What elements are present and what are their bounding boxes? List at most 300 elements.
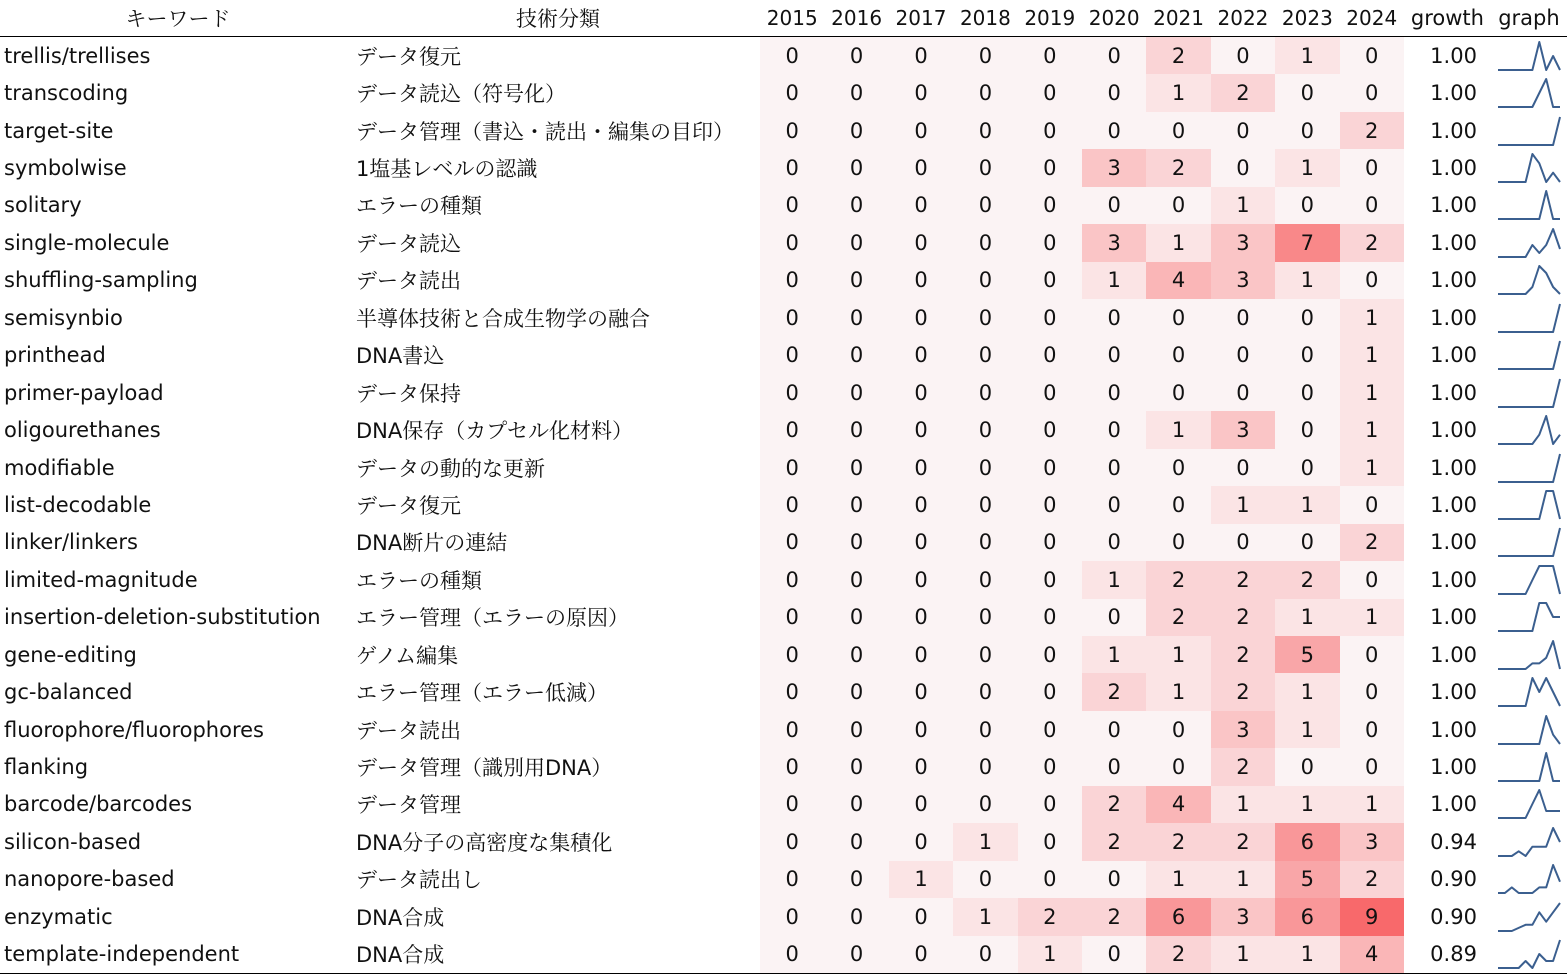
header-year-2017: 2017 bbox=[889, 0, 953, 37]
count-cell-2017: 0 bbox=[889, 74, 953, 111]
count-cell-2023: 1 bbox=[1275, 599, 1339, 636]
category-cell: DNA合成 bbox=[356, 905, 445, 930]
header-year-2023: 2023 bbox=[1275, 0, 1339, 37]
count-cell-2023: 1 bbox=[1275, 673, 1339, 710]
count-cell-2019: 0 bbox=[1018, 37, 1082, 75]
count-cell-2024: 4 bbox=[1340, 936, 1404, 974]
count-cell-2016: 0 bbox=[824, 262, 888, 299]
sparkline-chart bbox=[1496, 264, 1562, 296]
sparkline-chart bbox=[1496, 40, 1562, 72]
count-cell-2016: 0 bbox=[824, 224, 888, 261]
count-cell-2015: 0 bbox=[760, 262, 824, 299]
sparkline-series bbox=[1498, 341, 1560, 369]
count-cell-2017: 0 bbox=[889, 149, 953, 186]
sparkline-cell bbox=[1491, 74, 1567, 111]
keyword-cell: barcode/barcodes bbox=[4, 792, 193, 817]
count-cell-2016: 0 bbox=[824, 673, 888, 710]
count-cell-2018: 0 bbox=[953, 599, 1017, 636]
sparkline-cell bbox=[1491, 524, 1567, 561]
count-cell-2023: 7 bbox=[1275, 224, 1339, 261]
keyword-cell: insertion-deletion-substitution bbox=[4, 605, 321, 630]
category-cell: データ復元 bbox=[356, 493, 462, 518]
count-cell-2024: 0 bbox=[1340, 673, 1404, 710]
count-cell-2020: 3 bbox=[1082, 149, 1146, 186]
count-cell-2021: 2 bbox=[1146, 37, 1210, 75]
count-cell-2017: 0 bbox=[889, 786, 953, 823]
count-cell-2024: 9 bbox=[1340, 898, 1404, 935]
count-cell-2019: 0 bbox=[1018, 673, 1082, 710]
growth-cell: 1.00 bbox=[1430, 455, 1477, 480]
count-cell-2015: 0 bbox=[760, 449, 824, 486]
growth-cell: 1.00 bbox=[1430, 642, 1477, 667]
count-cell-2019: 0 bbox=[1018, 449, 1082, 486]
count-cell-2023: 1 bbox=[1275, 149, 1339, 186]
count-cell-2015: 0 bbox=[760, 524, 824, 561]
category-cell: データ読出 bbox=[356, 718, 462, 743]
count-cell-2018: 0 bbox=[953, 224, 1017, 261]
count-cell-2017: 0 bbox=[889, 711, 953, 748]
count-cell-2016: 0 bbox=[824, 561, 888, 598]
count-cell-2020: 0 bbox=[1082, 936, 1146, 974]
count-cell-2023: 1 bbox=[1275, 262, 1339, 299]
count-cell-2024: 0 bbox=[1340, 149, 1404, 186]
sparkline-chart bbox=[1496, 414, 1562, 446]
count-cell-2023: 6 bbox=[1275, 898, 1339, 935]
count-cell-2020: 0 bbox=[1082, 486, 1146, 523]
count-cell-2018: 0 bbox=[953, 711, 1017, 748]
count-cell-2022: 1 bbox=[1211, 786, 1275, 823]
count-cell-2021: 1 bbox=[1146, 74, 1210, 111]
count-cell-2024: 2 bbox=[1340, 524, 1404, 561]
sparkline-chart bbox=[1496, 676, 1562, 708]
count-cell-2016: 0 bbox=[824, 861, 888, 898]
sparkline-cell bbox=[1491, 636, 1567, 673]
count-cell-2017: 0 bbox=[889, 449, 953, 486]
growth-cell: 1.00 bbox=[1430, 156, 1477, 181]
growth-cell: 0.90 bbox=[1430, 867, 1477, 892]
count-cell-2017: 0 bbox=[889, 411, 953, 448]
count-cell-2021: 0 bbox=[1146, 748, 1210, 785]
category-cell: データ保持 bbox=[356, 381, 462, 406]
table-row bbox=[0, 561, 1567, 598]
keyword-cell: printhead bbox=[4, 343, 106, 368]
growth-cell: 0.94 bbox=[1430, 829, 1477, 854]
count-cell-2020: 0 bbox=[1082, 187, 1146, 224]
count-cell-2021: 4 bbox=[1146, 786, 1210, 823]
count-cell-2018: 0 bbox=[953, 149, 1017, 186]
growth-cell: 1.00 bbox=[1430, 43, 1477, 68]
header-year-2018: 2018 bbox=[953, 0, 1017, 37]
count-cell-2024: 2 bbox=[1340, 112, 1404, 149]
count-cell-2016: 0 bbox=[824, 37, 888, 75]
count-cell-2021: 0 bbox=[1146, 486, 1210, 523]
sparkline-chart bbox=[1496, 452, 1562, 484]
count-cell-2017: 0 bbox=[889, 224, 953, 261]
keyword-cell: enzymatic bbox=[4, 904, 113, 929]
sparkline-chart bbox=[1496, 377, 1562, 409]
count-cell-2017: 0 bbox=[889, 337, 953, 374]
count-cell-2018: 0 bbox=[953, 561, 1017, 598]
keyword-cell: limited-magnitude bbox=[4, 567, 198, 592]
count-cell-2015: 0 bbox=[760, 112, 824, 149]
category-cell: データの動的な更新 bbox=[356, 456, 546, 481]
count-cell-2015: 0 bbox=[760, 411, 824, 448]
count-cell-2017: 0 bbox=[889, 898, 953, 935]
count-cell-2024: 1 bbox=[1340, 411, 1404, 448]
category-cell: 半導体技術と合成生物学の融合 bbox=[356, 306, 651, 331]
table-row bbox=[0, 224, 1567, 261]
table-row bbox=[0, 299, 1567, 336]
sparkline-series bbox=[1498, 865, 1560, 893]
sparkline-cell bbox=[1491, 299, 1567, 336]
category-cell: DNA保存（カプセル化材料） bbox=[356, 419, 634, 444]
sparkline-series bbox=[1498, 528, 1560, 556]
count-cell-2022: 0 bbox=[1211, 149, 1275, 186]
table-row bbox=[0, 449, 1567, 486]
keyword-cell: linker/linkers bbox=[4, 530, 138, 555]
keyword-cell: trellis/trellises bbox=[4, 43, 151, 68]
count-cell-2022: 0 bbox=[1211, 524, 1275, 561]
count-cell-2024: 0 bbox=[1340, 561, 1404, 598]
count-cell-2023: 0 bbox=[1275, 411, 1339, 448]
count-cell-2018: 0 bbox=[953, 187, 1017, 224]
count-cell-2021: 0 bbox=[1146, 711, 1210, 748]
count-cell-2015: 0 bbox=[760, 337, 824, 374]
sparkline-chart bbox=[1496, 639, 1562, 671]
count-cell-2021: 1 bbox=[1146, 861, 1210, 898]
keyword-cell: list-decodable bbox=[4, 492, 152, 517]
sparkline-cell bbox=[1491, 37, 1567, 75]
count-cell-2020: 0 bbox=[1082, 411, 1146, 448]
keyword-cell: template-independent bbox=[0, 936, 356, 974]
sparkline-series bbox=[1498, 266, 1560, 294]
sparkline-series bbox=[1498, 753, 1560, 781]
sparkline-series bbox=[1498, 678, 1560, 706]
category-cell: データ読出 bbox=[356, 269, 462, 294]
count-cell-2022: 0 bbox=[1211, 299, 1275, 336]
growth-cell: 1.00 bbox=[1430, 492, 1477, 517]
count-cell-2015: 0 bbox=[760, 636, 824, 673]
count-cell-2024: 1 bbox=[1340, 299, 1404, 336]
count-cell-2017: 0 bbox=[889, 748, 953, 785]
sparkline-chart bbox=[1496, 863, 1562, 895]
table-row bbox=[0, 748, 1567, 785]
count-cell-2022: 2 bbox=[1211, 599, 1275, 636]
count-cell-2021: 0 bbox=[1146, 187, 1210, 224]
count-cell-2017: 0 bbox=[889, 112, 953, 149]
category-cell: ゲノム編集 bbox=[356, 643, 459, 668]
count-cell-2020: 0 bbox=[1082, 74, 1146, 111]
count-cell-2023: 0 bbox=[1275, 748, 1339, 785]
sparkline-chart bbox=[1496, 526, 1562, 558]
category-cell: データ読込 bbox=[356, 231, 462, 256]
growth-cell: 1.00 bbox=[1430, 717, 1477, 742]
count-cell-2024: 1 bbox=[1340, 337, 1404, 374]
count-cell-2015: 0 bbox=[760, 748, 824, 785]
count-cell-2018: 0 bbox=[953, 636, 1017, 673]
count-cell-2015: 0 bbox=[760, 486, 824, 523]
count-cell-2018: 0 bbox=[953, 112, 1017, 149]
growth-cell: 1.00 bbox=[1430, 268, 1477, 293]
table-row bbox=[0, 74, 1567, 111]
sparkline-series bbox=[1498, 716, 1560, 744]
table-row bbox=[0, 636, 1567, 673]
header-year-2021: 2021 bbox=[1146, 0, 1210, 37]
category-cell: 1塩基レベルの認識 bbox=[356, 157, 538, 182]
count-cell-2021: 1 bbox=[1146, 673, 1210, 710]
keyword-cell: primer-payload bbox=[4, 380, 164, 405]
keyword-cell: semisynbio bbox=[4, 305, 123, 330]
table-row bbox=[0, 786, 1567, 823]
count-cell-2015: 0 bbox=[760, 149, 824, 186]
count-cell-2020: 0 bbox=[1082, 337, 1146, 374]
count-cell-2016: 0 bbox=[824, 112, 888, 149]
count-cell-2022: 0 bbox=[1211, 374, 1275, 411]
count-cell-2017: 0 bbox=[889, 486, 953, 523]
header-year-2022: 2022 bbox=[1211, 0, 1275, 37]
header-graph: graph bbox=[1491, 0, 1567, 37]
count-cell-2023: 1 bbox=[1275, 936, 1339, 974]
count-cell-2019: 0 bbox=[1018, 486, 1082, 523]
growth-cell: 1.00 bbox=[1430, 680, 1477, 705]
count-cell-2016: 0 bbox=[824, 786, 888, 823]
category-cell: データ管理（識別用DNA） bbox=[356, 756, 613, 781]
count-cell-2020: 2 bbox=[1082, 823, 1146, 860]
sparkline-chart bbox=[1496, 826, 1562, 858]
count-cell-2024: 0 bbox=[1340, 748, 1404, 785]
count-cell-2015: 0 bbox=[760, 299, 824, 336]
count-cell-2022: 3 bbox=[1211, 262, 1275, 299]
count-cell-2024: 0 bbox=[1340, 74, 1404, 111]
sparkline-series bbox=[1498, 603, 1560, 631]
count-cell-2017: 0 bbox=[889, 636, 953, 673]
count-cell-2023: 1 bbox=[1275, 486, 1339, 523]
count-cell-2020: 0 bbox=[1082, 112, 1146, 149]
header-year-2015: 2015 bbox=[760, 0, 824, 37]
count-cell-2015: 0 bbox=[760, 37, 824, 75]
count-cell-2019: 0 bbox=[1018, 187, 1082, 224]
count-cell-2019: 0 bbox=[1018, 149, 1082, 186]
sparkline-cell bbox=[1491, 936, 1567, 974]
keyword-cell: flanking bbox=[4, 755, 89, 780]
count-cell-2018: 0 bbox=[953, 861, 1017, 898]
table-row bbox=[0, 599, 1567, 636]
count-cell-2015: 0 bbox=[760, 224, 824, 261]
sparkline-chart bbox=[1496, 77, 1562, 109]
count-cell-2018: 0 bbox=[953, 936, 1017, 974]
count-cell-2020: 1 bbox=[1082, 561, 1146, 598]
sparkline-series bbox=[1498, 229, 1560, 257]
count-cell-2019: 0 bbox=[1018, 374, 1082, 411]
category-cell: DNA分子の高密度な集積化 bbox=[356, 830, 613, 855]
count-cell-2024: 0 bbox=[1340, 262, 1404, 299]
count-cell-2023: 0 bbox=[1275, 449, 1339, 486]
growth-cell: 1.00 bbox=[1430, 81, 1477, 106]
count-cell-2015: 0 bbox=[760, 599, 824, 636]
sparkline-series bbox=[1498, 304, 1560, 332]
count-cell-2018: 0 bbox=[953, 411, 1017, 448]
count-cell-2021: 0 bbox=[1146, 299, 1210, 336]
sparkline-cell bbox=[1491, 898, 1567, 935]
keyword-cell: oligourethanes bbox=[4, 418, 161, 443]
count-cell-2020: 0 bbox=[1082, 449, 1146, 486]
table-row bbox=[0, 411, 1567, 448]
count-cell-2021: 0 bbox=[1146, 337, 1210, 374]
count-cell-2023: 5 bbox=[1275, 861, 1339, 898]
count-cell-2020: 0 bbox=[1082, 37, 1146, 75]
count-cell-2018: 0 bbox=[953, 673, 1017, 710]
sparkline-cell bbox=[1491, 374, 1567, 411]
count-cell-2017: 0 bbox=[889, 262, 953, 299]
count-cell-2016: 0 bbox=[824, 74, 888, 111]
count-cell-2022: 2 bbox=[1211, 823, 1275, 860]
count-cell-2016: 0 bbox=[824, 599, 888, 636]
sparkline-chart bbox=[1496, 152, 1562, 184]
count-cell-2019: 0 bbox=[1018, 112, 1082, 149]
count-cell-2022: 1 bbox=[1211, 861, 1275, 898]
count-cell-2023: 1 bbox=[1275, 711, 1339, 748]
count-cell-2019: 2 bbox=[1018, 898, 1082, 935]
sparkline-series bbox=[1498, 117, 1560, 145]
sparkline-chart bbox=[1496, 189, 1562, 221]
count-cell-2024: 1 bbox=[1340, 786, 1404, 823]
count-cell-2017: 1 bbox=[889, 861, 953, 898]
count-cell-2022: 2 bbox=[1211, 636, 1275, 673]
count-cell-2020: 0 bbox=[1082, 374, 1146, 411]
sparkline-cell bbox=[1491, 262, 1567, 299]
count-cell-2021: 6 bbox=[1146, 898, 1210, 935]
table-row bbox=[0, 187, 1567, 224]
count-cell-2022: 1 bbox=[1211, 187, 1275, 224]
sparkline-chart bbox=[1496, 489, 1562, 521]
count-cell-2015: 0 bbox=[760, 74, 824, 111]
table-row bbox=[0, 374, 1567, 411]
sparkline-cell bbox=[1491, 187, 1567, 224]
count-cell-2020: 0 bbox=[1082, 524, 1146, 561]
count-cell-2021: 1 bbox=[1146, 224, 1210, 261]
sparkline-series bbox=[1498, 790, 1560, 818]
count-cell-2023: 0 bbox=[1275, 337, 1339, 374]
count-cell-2024: 0 bbox=[1340, 187, 1404, 224]
table-row bbox=[0, 936, 1567, 974]
sparkline-cell bbox=[1491, 673, 1567, 710]
sparkline-cell bbox=[1491, 337, 1567, 374]
count-cell-2019: 0 bbox=[1018, 711, 1082, 748]
keyword-cell: single-molecule bbox=[4, 230, 170, 255]
header-growth: growth bbox=[1404, 0, 1491, 37]
count-cell-2022: 2 bbox=[1211, 748, 1275, 785]
count-cell-2022: 1 bbox=[1211, 486, 1275, 523]
keyword-cell: silicon-based bbox=[4, 829, 142, 854]
count-cell-2016: 0 bbox=[824, 898, 888, 935]
count-cell-2019: 0 bbox=[1018, 599, 1082, 636]
count-cell-2015: 0 bbox=[760, 898, 824, 935]
count-cell-2016: 0 bbox=[824, 936, 888, 974]
header-year-2020: 2020 bbox=[1082, 0, 1146, 37]
sparkline-series bbox=[1498, 641, 1560, 669]
sparkline-series bbox=[1498, 416, 1560, 444]
count-cell-2015: 0 bbox=[760, 711, 824, 748]
sparkline-cell bbox=[1491, 449, 1567, 486]
keyword-cell: nanopore-based bbox=[4, 867, 175, 892]
count-cell-2021: 0 bbox=[1146, 112, 1210, 149]
keyword-cell: shuffling-sampling bbox=[4, 268, 198, 293]
count-cell-2024: 0 bbox=[1340, 486, 1404, 523]
count-cell-2015: 0 bbox=[760, 561, 824, 598]
count-cell-2016: 0 bbox=[824, 711, 888, 748]
count-cell-2018: 0 bbox=[953, 337, 1017, 374]
sparkline-series bbox=[1498, 79, 1560, 107]
category-cell: DNA書込 bbox=[356, 344, 445, 369]
sparkline-cell bbox=[1491, 861, 1567, 898]
count-cell-2020: 0 bbox=[1082, 748, 1146, 785]
count-cell-2019: 0 bbox=[1018, 823, 1082, 860]
growth-cell: 1.00 bbox=[1430, 530, 1477, 555]
count-cell-2019: 0 bbox=[1018, 299, 1082, 336]
table-row bbox=[0, 861, 1567, 898]
count-cell-2016: 0 bbox=[824, 149, 888, 186]
count-cell-2020: 0 bbox=[1082, 861, 1146, 898]
count-cell-2016: 0 bbox=[824, 823, 888, 860]
count-cell-2021: 0 bbox=[1146, 449, 1210, 486]
table-row bbox=[0, 149, 1567, 186]
count-cell-2015: 0 bbox=[760, 936, 824, 974]
count-cell-2021: 1 bbox=[1146, 636, 1210, 673]
sparkline-chart bbox=[1496, 115, 1562, 147]
count-cell-2021: 0 bbox=[1146, 524, 1210, 561]
count-cell-2019: 0 bbox=[1018, 262, 1082, 299]
count-cell-2018: 0 bbox=[953, 299, 1017, 336]
count-cell-2023: 1 bbox=[1275, 786, 1339, 823]
count-cell-2017: 0 bbox=[889, 37, 953, 75]
count-cell-2016: 0 bbox=[824, 411, 888, 448]
count-cell-2021: 2 bbox=[1146, 599, 1210, 636]
sparkline-chart bbox=[1496, 901, 1562, 933]
growth-cell: 0.90 bbox=[1430, 904, 1477, 929]
count-cell-2018: 0 bbox=[953, 262, 1017, 299]
sparkline-series bbox=[1498, 154, 1560, 182]
count-cell-2022: 3 bbox=[1211, 411, 1275, 448]
header-year-2024: 2024 bbox=[1340, 0, 1404, 37]
count-cell-2021: 0 bbox=[1146, 374, 1210, 411]
count-cell-2017: 0 bbox=[889, 599, 953, 636]
sparkline-cell bbox=[1491, 748, 1567, 785]
count-cell-2021: 4 bbox=[1146, 262, 1210, 299]
growth-cell: 1.00 bbox=[1430, 230, 1477, 255]
count-cell-2020: 2 bbox=[1082, 786, 1146, 823]
count-cell-2016: 0 bbox=[824, 636, 888, 673]
count-cell-2017: 0 bbox=[889, 187, 953, 224]
count-cell-2015: 0 bbox=[760, 786, 824, 823]
count-cell-2016: 0 bbox=[824, 337, 888, 374]
category-cell: データ管理（書込・読出・編集の目印） bbox=[356, 119, 735, 144]
sparkline-cell bbox=[1491, 486, 1567, 523]
sparkline-chart bbox=[1496, 938, 1562, 970]
count-cell-2020: 0 bbox=[1082, 599, 1146, 636]
count-cell-2022: 2 bbox=[1211, 561, 1275, 598]
table-row bbox=[0, 37, 1567, 75]
count-cell-2022: 0 bbox=[1211, 37, 1275, 75]
growth-cell: 1.00 bbox=[1430, 567, 1477, 592]
count-cell-2024: 0 bbox=[1340, 37, 1404, 75]
keyword-cell: gene-editing bbox=[4, 642, 137, 667]
count-cell-2018: 1 bbox=[953, 823, 1017, 860]
sparkline-cell bbox=[1491, 224, 1567, 261]
sparkline-cell bbox=[1491, 149, 1567, 186]
count-cell-2020: 3 bbox=[1082, 224, 1146, 261]
growth-cell: 1.00 bbox=[1430, 305, 1477, 330]
count-cell-2016: 0 bbox=[824, 524, 888, 561]
